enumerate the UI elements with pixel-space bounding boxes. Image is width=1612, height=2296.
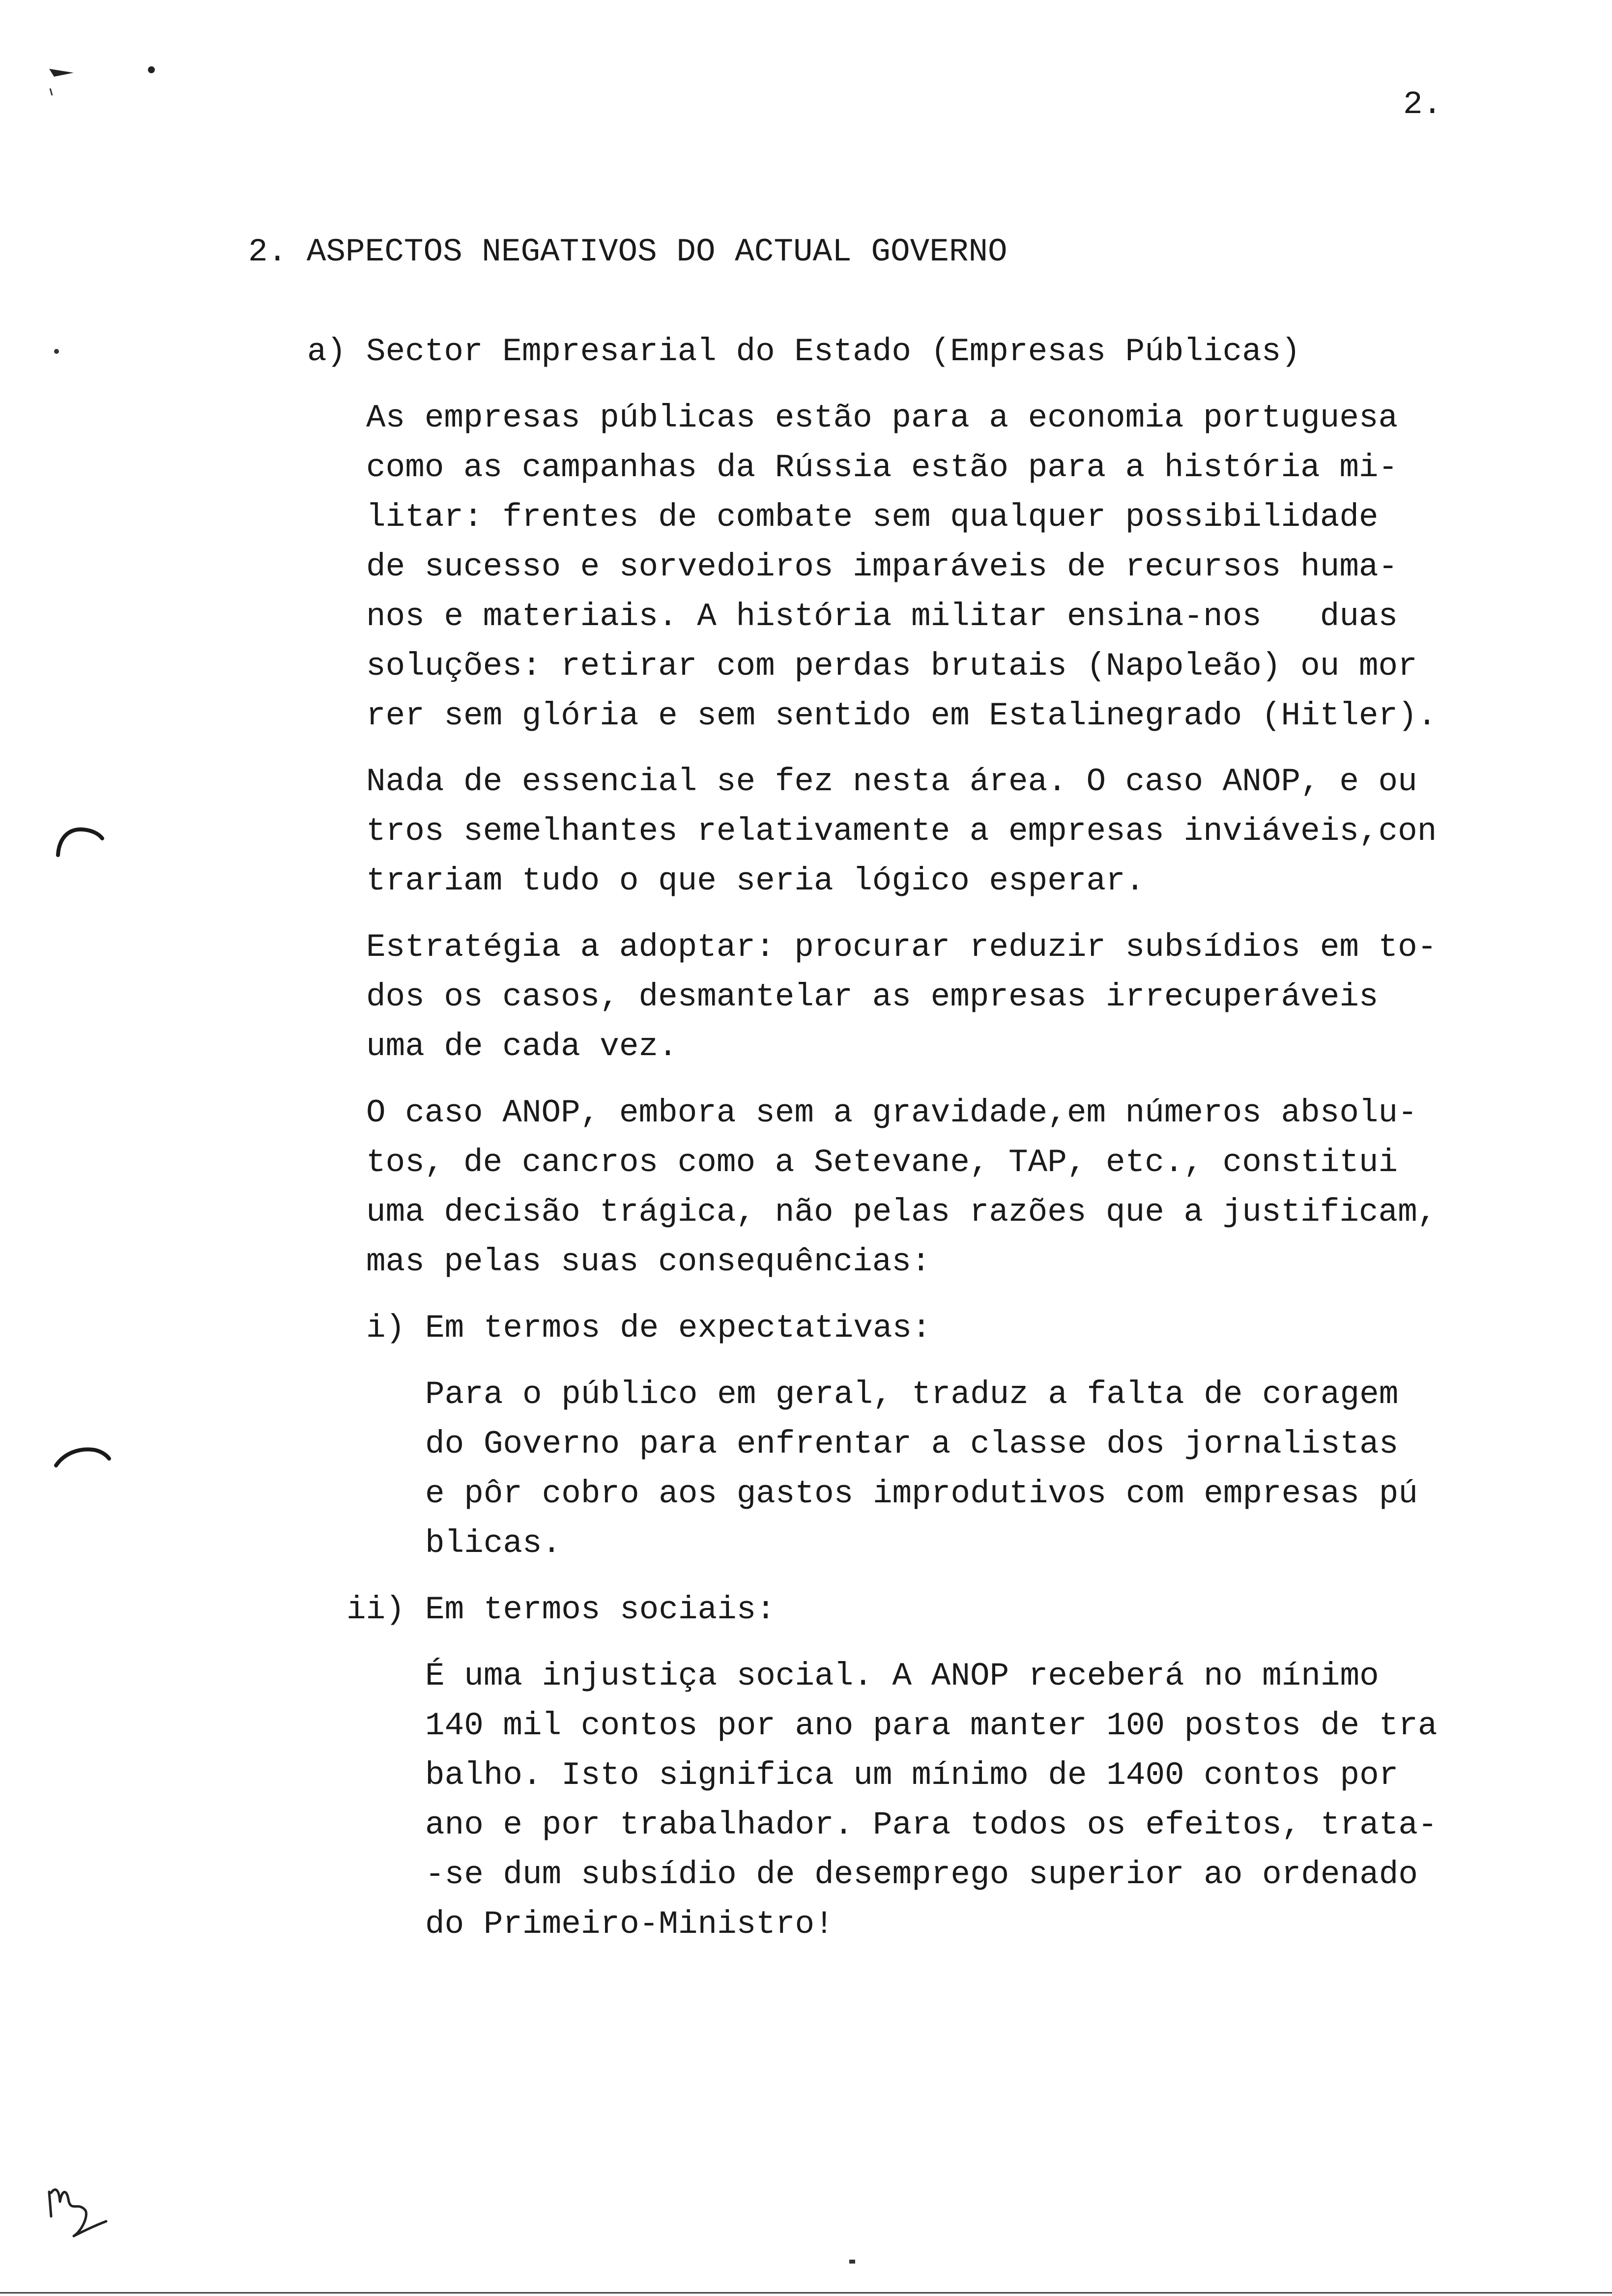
paragraph-line: de sucesso e sorvedoiros imparáveis de recursos huma- — [366, 548, 1398, 585]
scan-dot — [849, 2260, 855, 2264]
paragraph-line: como as campanhas da Rússia estão para a história mi- — [366, 449, 1398, 486]
paragraph-line: nos e materiais. A história militar ensina-nos duas — [366, 598, 1398, 635]
handwritten-initials — [44, 2182, 113, 2246]
paragraph-line: mas pelas suas consequências: — [366, 1243, 931, 1280]
paragraph-line: É uma injustiça social. A ANOP receberá no mínimo — [425, 1658, 1379, 1694]
subsection-label: a) — [307, 333, 346, 370]
punch-hole-mark-upper — [49, 811, 108, 860]
paragraph-line: blicas. — [425, 1525, 562, 1562]
paragraph-line: O caso ANOP, embora sem a gravidade,em números absolu- — [366, 1094, 1417, 1131]
paragraph-line: trariam tudo o que seria lógico esperar. — [366, 862, 1145, 899]
paragraph-line: litar: frentes de combate sem qualquer possibilidade — [366, 499, 1379, 536]
punch-hole-mark-lower — [49, 1430, 113, 1479]
paragraph-line: e pôr cobro aos gastos improdutivos com empresas pú — [425, 1475, 1418, 1512]
paragraph-line: Nada de essencial se fez nesta área. O caso ANOP, e ou — [366, 763, 1417, 800]
paragraph-line: As empresas públicas estão para a economia portuguesa — [366, 400, 1398, 436]
paragraph-line: dos os casos, desmantelar as empresas irrecuperáveis — [366, 978, 1379, 1015]
subsection-title: Sector Empresarial do Estado (Empresas Públicas) — [366, 333, 1301, 370]
paragraph-line: uma de cada vez. — [366, 1028, 678, 1065]
paragraph-line: uma decisão trágica, não pelas razões que a justificam, — [366, 1194, 1437, 1231]
page-number: 2. — [1403, 86, 1442, 123]
item-ii-title: Em termos sociais: — [425, 1591, 776, 1628]
paragraph-line: 140 mil contos por ano para manter 100 postos de tra — [425, 1707, 1438, 1744]
paragraph-line: balho. Isto significa um mínimo de 1400 contos por — [425, 1757, 1399, 1794]
paragraph-line: Estratégia a adoptar: procurar reduzir subsídios em to- — [366, 929, 1437, 966]
paragraph-line: tos, de cancros como a Setevane, TAP, etc., constitui — [366, 1144, 1398, 1181]
scan-bottom-edge — [0, 2292, 1612, 2294]
paragraph-line: Para o público em geral, traduz a falta de coragem — [425, 1376, 1399, 1413]
item-i-label: i) — [366, 1310, 405, 1347]
paragraph-line: tros semelhantes relativamente a empresas inviáveis,con — [366, 813, 1437, 850]
paragraph-line: soluções: retirar com perdas brutais (Napoleão) ou mor — [366, 648, 1417, 685]
paragraph-line: rer sem glória e sem sentido em Estalinegrado (Hitler). — [366, 697, 1437, 734]
section-heading: 2. ASPECTOS NEGATIVOS DO ACTUAL GOVERNO — [248, 233, 1008, 270]
paragraph-line: -se dum subsídio de desemprego superior ao ordenado — [425, 1856, 1418, 1893]
item-i-title: Em termos de expectativas: — [425, 1310, 931, 1347]
scan-mark-top-left — [44, 59, 172, 103]
paragraph-line: do Governo para enfrentar a classe dos jornalistas — [425, 1426, 1399, 1463]
paragraph-line: ano e por trabalhador. Para todos os efeitos, trata- — [425, 1807, 1438, 1843]
dot-mark — [49, 344, 64, 359]
item-ii-label: ii) — [346, 1591, 405, 1628]
paragraph-line: do Primeiro-Ministro! — [425, 1906, 834, 1943]
